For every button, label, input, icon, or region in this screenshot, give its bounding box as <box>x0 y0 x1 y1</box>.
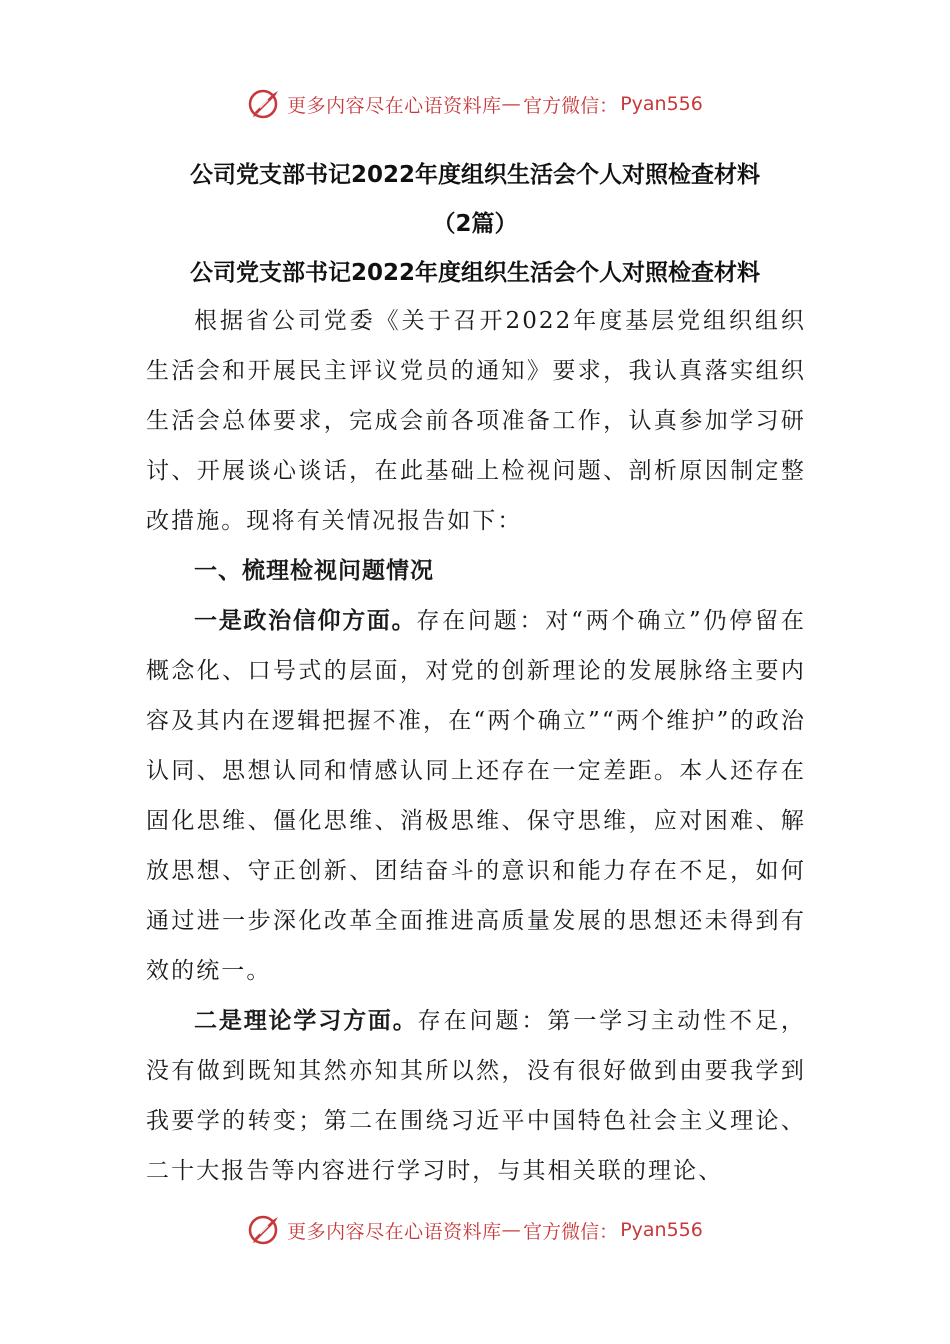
paragraph-theory-lead: 二是理论学习方面。 <box>194 1008 418 1034</box>
footer-banner-dash: — <box>501 1219 522 1241</box>
document-title: 公司党支部书记2022年度组织生活会个人对照检查材料 <box>189 162 760 188</box>
intro-paragraph: 根据省公司党委《关于召开2022年度基层党组织组织生活会和开展民主评议党员的通知》要求，我认真落实组织生活会总体要求，完成会前各项准备工作，认真参加学习研讨、开展谈心谈话，在此基础上检视问题、剖析原因制定整改措施。现将有关情况报告如下： <box>146 308 806 534</box>
footer-banner-wechat-id: Pyan556 <box>620 1219 703 1241</box>
banner-wechat-id: Pyan556 <box>620 93 703 115</box>
pen-logo-icon <box>247 1212 283 1248</box>
banner-dash: — <box>501 93 522 115</box>
document-body <box>146 296 806 1196</box>
header-banner <box>0 84 950 124</box>
pen-logo-icon <box>247 86 283 122</box>
document-subtitle: 公司党支部书记2022年度组织生活会个人对照检查材料 <box>189 260 760 286</box>
footer-banner-title: 更多内容尽在心语资料库 <box>287 1220 502 1243</box>
banner-wechat-label: 官方微信： <box>523 94 619 117</box>
paragraph-political-body: 存在问题：对“两个确立”仍停留在概念化、口号式的层面，对党的创新理论的发展脉络主要内容及其内在逻辑把握不准，在“两个确立”“两个维护”的政治认同、思想认同和情感认同上还存在一定差距。本人还存在固化思维、僵化思维、消极思维、保守思维，应对困难、解放思想、守正创新、团结奋斗的意识和能力存在不足，如何通过进一步深化改革全面推进高质量发展的思想还未得到有效的统一。 <box>146 608 806 984</box>
paragraph-theory-body: 存在问题：第一学习主动性不足，没有做到既知其然亦知其所以然，没有很好做到由要我学到我要学的转变；第二在围绕习近平中国特色社会主义理论、二十大报告等内容进行学习时，与其相关联的理论、 <box>146 1008 807 1184</box>
paragraph-political-lead: 一是政治信仰方面。 <box>194 608 417 634</box>
document-title-count: （2篇） <box>432 211 518 237</box>
banner-title: 更多内容尽在心语资料库 <box>287 94 502 117</box>
paragraph-political <box>146 596 806 996</box>
footer-banner-wechat-label: 官方微信： <box>523 1220 619 1243</box>
section-heading <box>146 546 806 596</box>
section-heading-text: 一、梳理检视问题情况 <box>194 558 434 584</box>
paragraph-theory <box>146 996 806 1196</box>
footer-banner <box>0 1210 950 1250</box>
